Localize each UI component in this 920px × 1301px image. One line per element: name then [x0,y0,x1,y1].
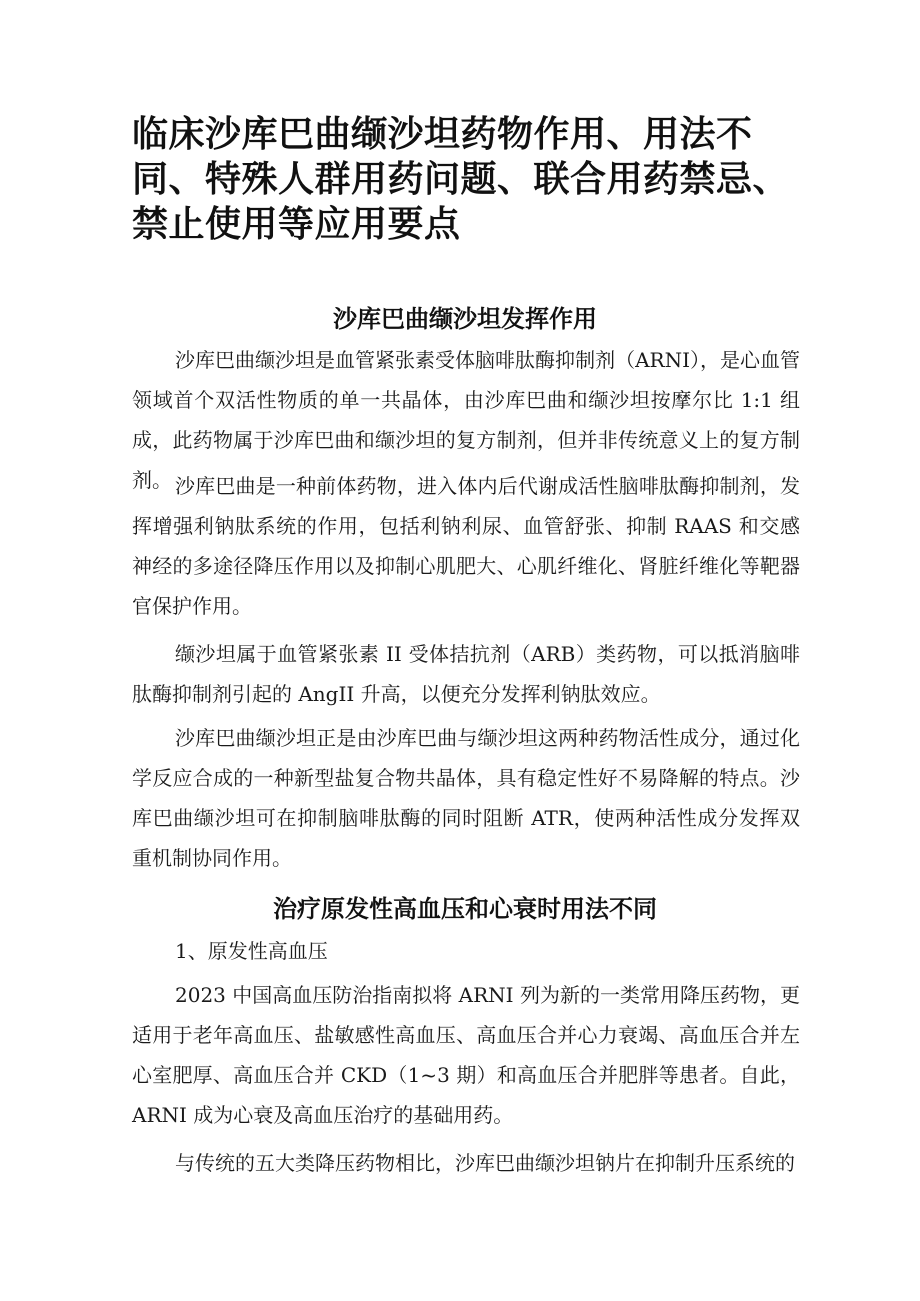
paragraph-arni-definition: 沙库巴曲缬沙坦是血管紧张素受体脑啡肽酶抑制剂（ARNI），是心血管领域首个双活性物质的单一共晶体，由沙库巴曲和缬沙坦按摩尔比 1:1 组成，此药物属于沙库巴曲和缬沙坦的复方制剂，但并非传统意义上的复方制剂。 [132,348,800,492]
paragraph-guideline: 2023 中国高血压防治指南拟将 ARNI 列为新的一类常用降压药物，更适用于老年高血压、盐敏感性高血压、高血压合并心力衰竭、高血压合并左心室肥厚、高血压合并 CKD（1~3 期）和高血压合并肥胖等患者。自此，ARNI 成为心衰及高血压治疗的基础用药。 [132,983,800,1127]
paragraph-valsartan: 缬沙坦属于血管紧张素 II 受体拮抗剂（ARB）类药物，可以抵消脑啡肽酶抑制剂引起的 AngII 升高，以便充分发挥利钠肽效应。 [132,642,800,706]
document-title: 临床沙库巴曲缬沙坦药物作用、用法不同、特殊人群用药问题、联合用药禁忌、禁止使用等应用要点 [132,114,790,245]
section-heading-mechanism: 沙库巴曲缬沙坦发挥作用 [333,305,597,333]
paragraph-sacubitril: 沙库巴曲是一种前体药物，进入体内后代谢成活性脑啡肽酶抑制剂，发挥增强利钠肽系统的作用，包括利钠利尿、血管舒张、抑制 RAAS 和交感神经的多途径降压作用以及抑制心肌肥大、心肌纤维化、肾脏纤维化等靶器官保护作用。 [132,474,800,618]
paragraph-cocrystal: 沙库巴曲缬沙坦正是由沙库巴曲与缬沙坦这两种药物活性成分，通过化学反应合成的一种新型盐复合物共晶体，具有稳定性好不易降解的特点。沙库巴曲缬沙坦可在抑制脑啡肽酶的同时阻断 ATR，使两种活性成分发挥双重机制协同作用。 [132,726,800,870]
paragraph-comparison: 与传统的五大类降压药物相比，沙库巴曲缬沙坦钠片在抑制升压系统的 [175,1151,795,1175]
section-heading-usage: 治疗原发性高血压和心衰时用法不同 [273,895,657,923]
subheading-primary-hypertension: 1、原发性高血压 [175,939,328,963]
